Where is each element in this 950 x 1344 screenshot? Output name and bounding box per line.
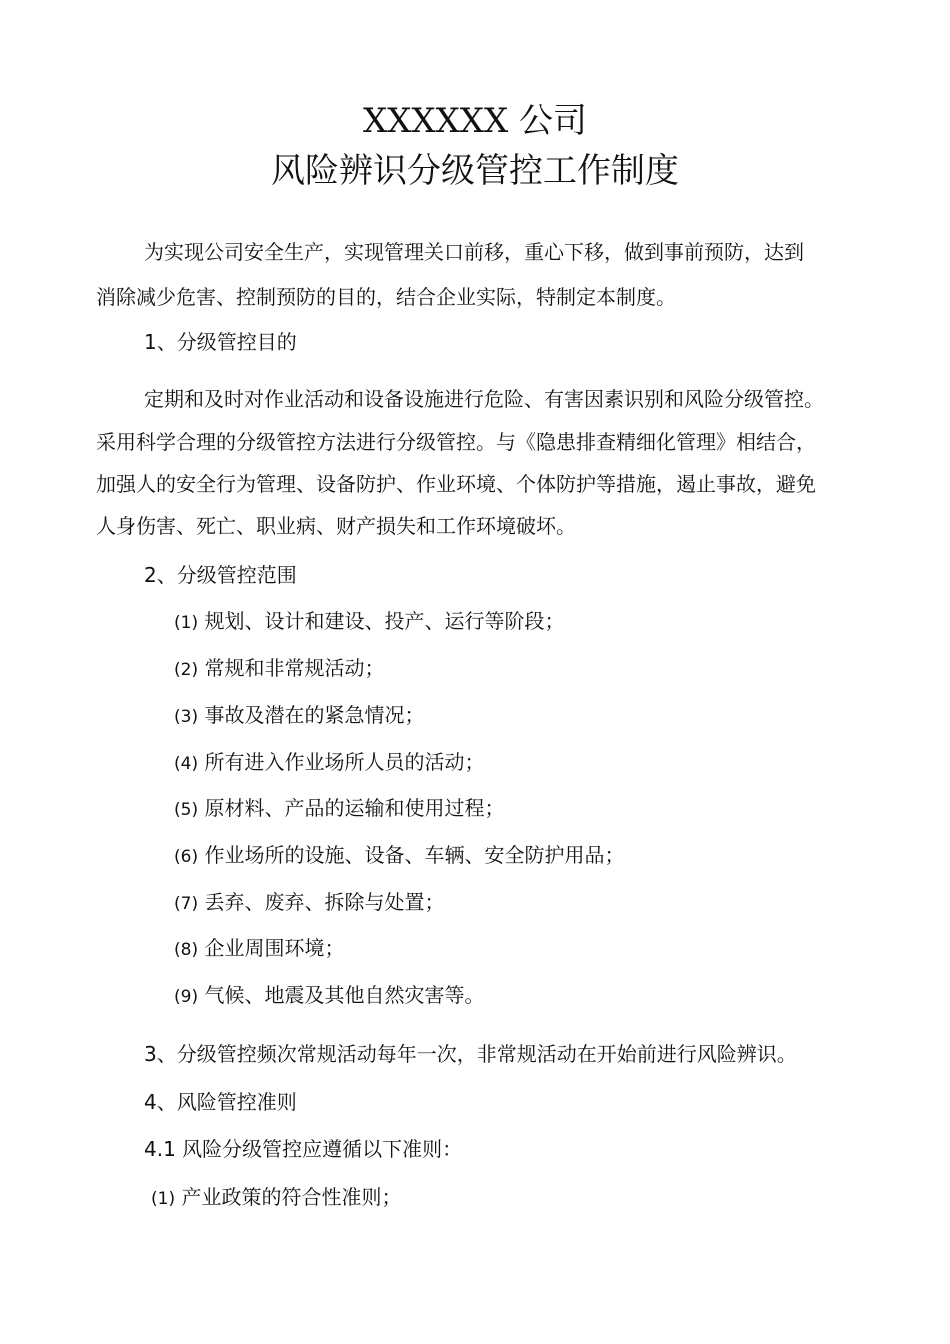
section-4-heading: 4、风险管控准则 (144, 1090, 297, 1114)
list-item (174, 933, 344, 965)
intro-line-2: 消除减少危害、控制预防的目的，结合企业实际，特制定本制度。 (96, 285, 676, 309)
list-item-number: (4) (174, 754, 199, 774)
list-item-number: (6) (174, 847, 199, 867)
intro-line-1: 为实现公司安全生产，实现管理关口前移，重心下移，做到事前预防，达到 (144, 240, 804, 264)
list-item-text: 常规和非常规活动； (204, 656, 385, 680)
section-1-line-3: 加强人的安全行为管理、设备防护、作业环境、个体防护等措施，遏止事故，避免 (96, 472, 816, 496)
list-item-text: 事故及潜在的紧急情况； (204, 703, 425, 727)
list-item-number: (1) (174, 613, 199, 633)
list-item-number: (1) (151, 1189, 176, 1209)
section-4-1-heading: 4.1 风险分级管控应遵循以下准则： (144, 1137, 463, 1161)
list-item-number: (2) (174, 660, 199, 680)
list-item (174, 653, 384, 685)
document-title: 风险辨识分级管控工作制度 (271, 151, 679, 191)
list-item-text: 所有进入作业场所人员的活动； (204, 750, 485, 774)
list-item-number: (9) (174, 987, 199, 1007)
list-item (174, 887, 444, 919)
list-item-text: 产业政策的符合性准则； (181, 1185, 402, 1209)
section-2-heading: 2、分级管控范围 (144, 563, 297, 587)
list-item (174, 840, 624, 872)
list-item-text: 原材料、产品的运输和使用过程； (204, 796, 505, 820)
list-item-number: (8) (174, 940, 199, 960)
list-item (151, 1182, 401, 1214)
list-item-text: 丢弃、废弃、拆除与处置； (204, 890, 445, 914)
list-item-text: 作业场所的设施、设备、车辆、安全防护用品； (204, 843, 625, 867)
list-item (174, 747, 484, 779)
document-title-company: XXXXXX 公司 (362, 101, 588, 141)
section-1-line-2: 采用科学合理的分级管控方法进行分级管控。与《隐患排查精细化管理》相结合， (96, 430, 816, 454)
section-1-line-1: 定期和及时对作业活动和设备设施进行危险、有害因素识别和风险分级管控。 (144, 387, 824, 411)
list-item-number: (3) (174, 707, 199, 727)
list-item (174, 793, 504, 825)
list-item-text: 规划、设计和建设、投产、运行等阶段； (204, 609, 565, 633)
list-item (174, 980, 484, 1012)
list-item-text: 气候、地震及其他自然灾害等。 (204, 983, 485, 1007)
list-item (174, 606, 564, 638)
list-item-number: (5) (174, 800, 199, 820)
section-1-heading: 1、分级管控目的 (144, 330, 297, 354)
list-item-text: 企业周围环境； (204, 936, 345, 960)
list-item-number: (7) (174, 894, 199, 914)
section-3-heading: 3、分级管控频次常规活动每年一次，非常规活动在开始前进行风险辨识。 (144, 1042, 797, 1066)
section-1-line-4: 人身伤害、死亡、职业病、财产损失和工作环境破坏。 (96, 514, 576, 538)
list-item (174, 700, 424, 732)
